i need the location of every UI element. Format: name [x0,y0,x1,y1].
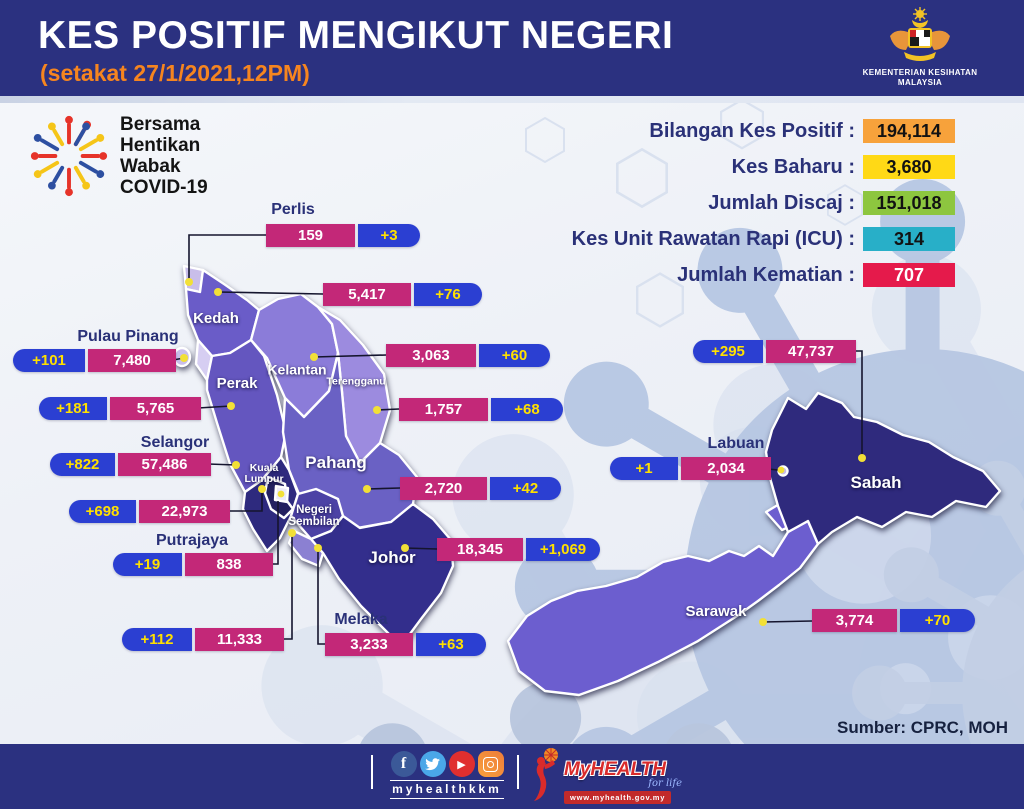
map-label-kedah: Kedah [193,310,239,328]
stat-row-positif [649,119,955,143]
malaysia-coat-of-arms-icon [878,6,962,68]
new-cases: +76 [414,283,482,306]
badge-perak [39,397,201,420]
myhealth-logo[interactable] [530,747,682,803]
footer-divider [371,755,373,789]
new-cases: +42 [490,477,561,500]
new-cases: +181 [39,397,107,420]
case-count: 11,333 [195,628,284,651]
stat-label: Kes Baharu : [731,155,855,178]
badge-johor [437,538,600,561]
badge-melaka [325,633,486,656]
stat-value-badge: 3,680 [863,155,955,179]
new-cases: +101 [13,349,85,372]
ministry-name-line2: MALAYSIA [897,78,943,87]
badge-kedah [323,283,482,306]
map-label-perak: Perak [216,375,258,393]
map-label-negeri-sembilan: Negeri Sembilan [288,503,340,528]
case-count: 5,765 [110,397,201,420]
badge-sarawak [812,609,975,632]
case-count: 1,757 [399,398,488,421]
new-cases: +112 [122,628,192,651]
stat-label: Jumlah Discaj : [708,191,855,214]
badge-pahang [400,477,561,500]
case-count: 3,063 [386,344,476,367]
header-divider [0,96,1024,103]
myhealth-tagline: for life [648,778,682,789]
page-subtitle: (setakat 27/1/2021,12PM) [40,60,310,86]
stat-value-badge: 314 [863,227,955,251]
state-shape-sabah [766,393,1000,544]
stat-value-badge: 707 [863,263,955,287]
new-cases: +63 [416,633,486,656]
stat-value-badge: 194,114 [863,119,955,143]
map-label-pahang: Pahang [305,453,367,473]
label-melaka: Melaka [334,611,388,628]
case-count: 57,486 [118,453,211,476]
map-label-sabah: Sabah [850,473,902,493]
case-count: 3,233 [325,633,413,656]
footer-bar [0,744,1024,809]
stat-row-baharu [732,155,955,179]
social-block [390,751,504,799]
badge-labuan [610,457,771,480]
stat-value-badge: 151,018 [863,191,955,215]
new-cases: +70 [900,609,975,632]
myhealth-url[interactable]: www.myhealth.gov.my [564,791,671,804]
badge-sabah [693,340,856,363]
label-putrajaya: Putrajaya [155,532,229,549]
case-count: 2,720 [400,477,487,500]
label-selangor: Selangor [140,434,210,451]
badge-kelantan [386,344,550,367]
label-labuan: Labuan [707,435,765,452]
new-cases: +68 [491,398,563,421]
youtube-icon[interactable]: ▶ [449,751,475,777]
campaign-line4: COVID-19 [120,177,208,198]
map-label-terengganu: Terengganu [326,375,386,388]
footer-divider [517,755,519,789]
badge-selangor [50,453,211,476]
map-label-johor: Johor [368,548,416,568]
badge-perlis [266,224,420,247]
stat-row-icu [572,227,955,251]
stat-label: Jumlah Kematian : [677,263,855,286]
page-title: KES POSITIF MENGIKUT NEGERI [38,14,674,57]
moh-crest [860,6,980,88]
new-cases: +698 [69,500,136,523]
twitter-icon[interactable] [420,751,446,777]
source-credit: Sumber: CPRC, MOH [837,718,1008,737]
case-count: 7,480 [88,349,176,372]
campaign-logo [26,112,208,200]
new-cases: +60 [479,344,550,367]
new-cases: +3 [358,224,420,247]
badge-terengganu [399,398,563,421]
instagram-icon[interactable] [478,751,504,777]
stat-row-kematian [677,263,955,287]
map-label-kuala-lumpur: Kuala Lumpur [244,461,284,485]
stat-row-discaj [708,191,955,215]
badge-putrajaya [113,553,273,576]
social-handle[interactable]: myhealthkkm [390,780,504,799]
case-count: 18,345 [437,538,523,561]
new-cases: +822 [50,453,115,476]
case-count: 47,737 [766,340,856,363]
new-cases: +19 [113,553,182,576]
case-count: 838 [185,553,273,576]
new-cases: +295 [693,340,763,363]
case-count: 5,417 [323,283,411,306]
label-perlis: Perlis [271,201,315,218]
map-label-kelantan: Kelantan [267,361,327,378]
myhealth-name: MyHEALTH [564,759,667,780]
campaign-line1: Bersama [120,114,201,135]
stat-label: Bilangan Kes Positif : [649,119,855,142]
badge-kuala-lumpur [69,500,230,523]
map-label-sarawak: Sarawak [685,603,747,621]
case-count: 2,034 [681,457,771,480]
myhealth-figure-icon [530,747,562,803]
facebook-icon[interactable]: f [391,751,417,777]
new-cases: +1,069 [526,538,600,561]
campaign-line2: Hentikan [120,135,201,156]
badge-pulau-pinang [13,349,176,372]
case-count: 159 [266,224,355,247]
stat-label: Kes Unit Rawatan Rapi (ICU) : [571,227,855,250]
badge-negeri-sembilan [122,628,284,651]
ministry-name-line1: KEMENTERIAN KESIHATAN [862,68,978,77]
case-count: 22,973 [139,500,230,523]
label-pulau-pinang: Pulau Pinang [77,328,179,345]
covid-starburst-icon [26,112,112,200]
campaign-line3: Wabak [120,156,181,177]
header-bar [0,0,1024,96]
case-count: 3,774 [812,609,897,632]
new-cases: +1 [610,457,678,480]
